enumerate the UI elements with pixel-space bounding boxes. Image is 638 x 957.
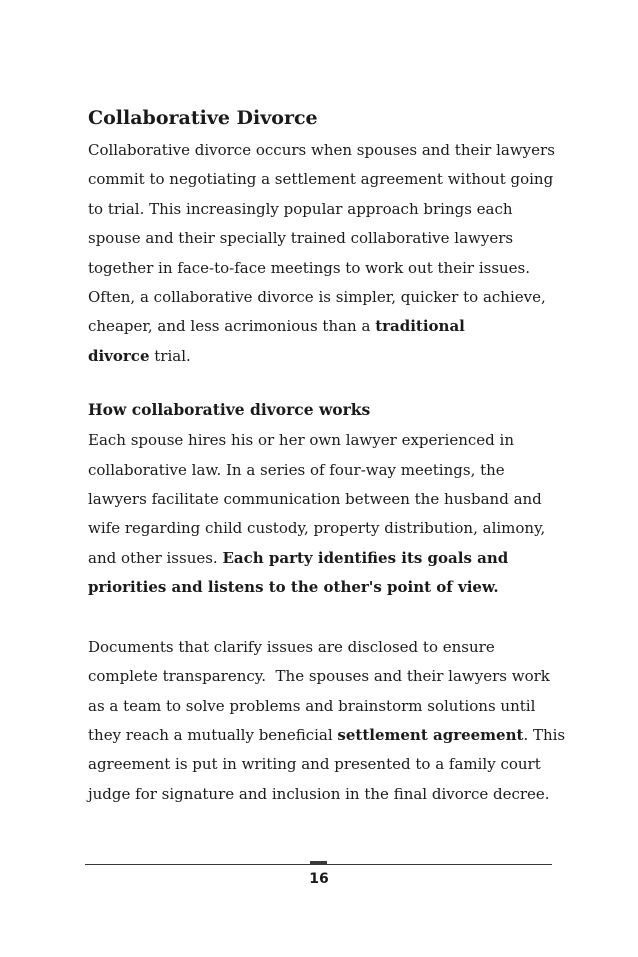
- section-spacer: [88, 371, 558, 400]
- text-line: together in face-to-face meetings to work out their issues.: [88, 258, 531, 277]
- footer-rule: [85, 864, 552, 865]
- paragraph-documents: [88, 633, 566, 809]
- page-body: [88, 106, 566, 809]
- text-line: [88, 312, 558, 341]
- text-line: [88, 721, 566, 750]
- text-line: collaborative law. In a series of four-way meetings, the: [88, 460, 505, 479]
- text-line: commit to negotiating a settlement agreement without going: [88, 170, 554, 189]
- page-number: 16: [309, 871, 329, 887]
- bold-term-settlement-agreement: settlement agreement: [337, 725, 524, 744]
- text-line: [88, 342, 558, 371]
- text-line: wife regarding child custody, property distribution, alimony,: [88, 519, 546, 538]
- text-run: cheaper, and less acrimonious than a: [88, 317, 376, 336]
- text-line: as a team to solve problems and brainstorm solutions until: [88, 696, 536, 715]
- bold-term-traditional: traditional: [375, 317, 465, 336]
- paragraph-how-it-works: [88, 426, 558, 602]
- text-run: trial.: [149, 346, 191, 365]
- text-line: [88, 573, 558, 602]
- text-line: agreement is put in writing and presented to a family court: [88, 755, 541, 774]
- text-line: Collaborative divorce occurs when spouses and their lawyers: [88, 141, 555, 159]
- section-heading-collaborative-divorce: Collaborative Divorce: [88, 107, 318, 129]
- text-line: [88, 544, 558, 573]
- paragraph-collaborative-divorce: [88, 136, 558, 371]
- text-line: to trial. This increasingly popular approach brings each: [88, 199, 513, 218]
- bold-term-divorce: divorce: [88, 346, 150, 365]
- text-line: complete transparency. The spouses and their lawyers work: [88, 667, 550, 686]
- bold-sentence-goals: Each party identifies its goals and: [222, 548, 509, 567]
- text-run: and other issues.: [88, 548, 223, 567]
- bold-sentence-priorities: priorities and listens to the other's point of view.: [88, 578, 499, 597]
- text-line: Each spouse hires his or her own lawyer experienced in: [88, 431, 514, 450]
- text-run: they reach a mutually beneficial: [88, 725, 338, 744]
- section-heading-how-it-works: How collaborative divorce works: [88, 400, 371, 420]
- text-line: spouse and their specially trained collaborative lawyers: [88, 229, 514, 248]
- text-line: Often, a collaborative divorce is simpler, quicker to achieve,: [88, 288, 546, 307]
- paragraph-spacer: [88, 603, 558, 633]
- text-line: lawyers facilitate communication between the husband and: [88, 490, 542, 509]
- text-run: . This: [523, 725, 566, 744]
- text-line: Documents that clarify issues are disclosed to ensure: [88, 637, 495, 656]
- text-line: judge for signature and inclusion in the final divorce decree.: [88, 784, 550, 803]
